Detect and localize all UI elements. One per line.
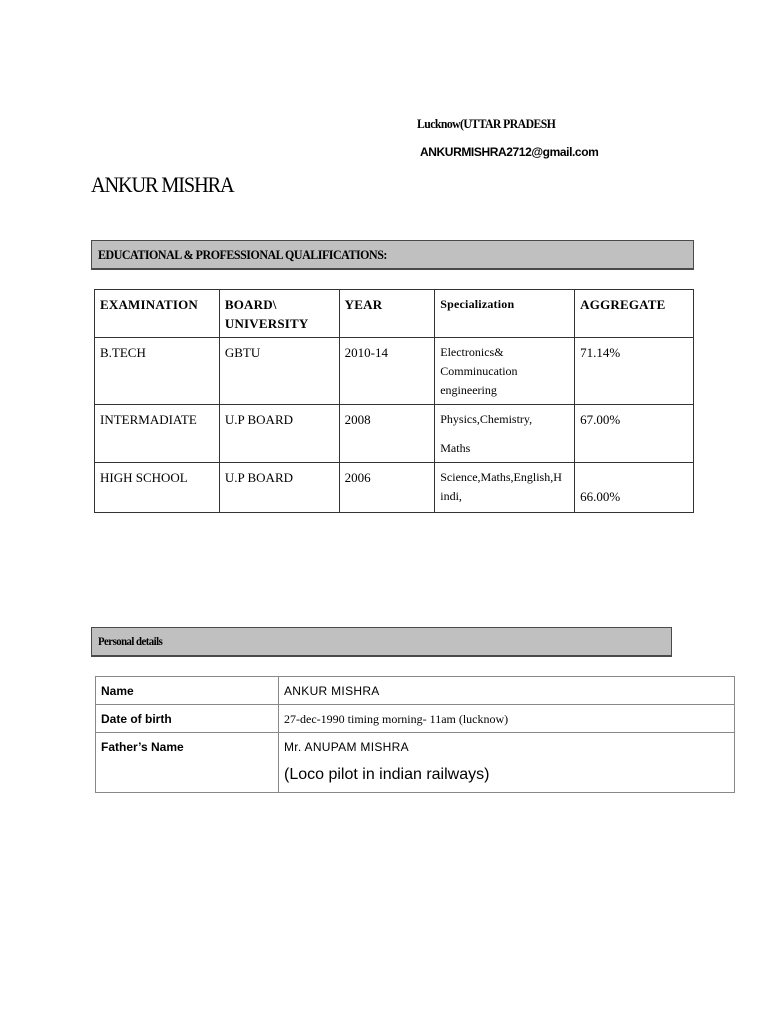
name-label: Name bbox=[96, 677, 279, 705]
personal-details-table bbox=[95, 676, 735, 793]
dob-value: 27-dec-1990 timing morning- 11am (lucknow) bbox=[279, 705, 735, 733]
cell-board: GBTU bbox=[219, 338, 339, 405]
email-text: ANKURMISHRA2712@gmail.com bbox=[420, 145, 599, 159]
col-header-aggregate: AGGREGATE bbox=[575, 290, 694, 338]
father-name-label: Father’s Name bbox=[96, 733, 279, 793]
table-row bbox=[96, 733, 735, 793]
education-table bbox=[94, 289, 694, 513]
spec-line: engineering bbox=[440, 383, 497, 397]
education-table-header-row bbox=[95, 290, 694, 338]
cell-specialization bbox=[435, 463, 575, 513]
education-section-header bbox=[91, 240, 694, 270]
cell-board: U.P BOARD bbox=[219, 463, 339, 513]
col-header-year: YEAR bbox=[339, 290, 435, 338]
cell-aggregate: 71.14% bbox=[575, 338, 694, 405]
father-name-value: Mr. ANUPAM MISHRA bbox=[284, 740, 409, 754]
name-value: ANKUR MISHRA bbox=[279, 677, 735, 705]
spec-line: Science,Maths,English,H bbox=[440, 470, 562, 484]
location-text: Lucknow(UTTAR PRADESH bbox=[417, 116, 556, 131]
col-header-board-line2: UNIVERSITY bbox=[224, 316, 309, 331]
cell-aggregate: 67.00% bbox=[575, 405, 694, 463]
spec-line: Physics,Chemistry, bbox=[440, 412, 533, 426]
cell-year: 2006 bbox=[339, 463, 435, 513]
candidate-name: ANKUR MISHRA bbox=[91, 172, 234, 197]
cell-specialization bbox=[435, 405, 575, 463]
cell-examination: INTERMADIATE bbox=[95, 405, 220, 463]
table-row bbox=[95, 463, 694, 513]
col-header-examination: EXAMINATION bbox=[95, 290, 220, 338]
col-header-specialization: Specialization bbox=[435, 290, 575, 338]
father-occupation: (Loco pilot in indian railways) bbox=[284, 766, 490, 783]
cell-examination: B.TECH bbox=[95, 338, 220, 405]
cell-board: U.P BOARD bbox=[219, 405, 339, 463]
table-row bbox=[95, 338, 694, 405]
cell-examination: HIGH SCHOOL bbox=[95, 463, 220, 513]
cell-year: 2008 bbox=[339, 405, 435, 463]
education-section-title: EDUCATIONAL & PROFESSIONAL QUALIFICATIONS: bbox=[98, 246, 387, 262]
col-header-board bbox=[219, 290, 339, 338]
col-header-board-line1: BOARD\ bbox=[224, 297, 277, 312]
spec-line: Maths bbox=[440, 441, 471, 455]
dob-label: Date of birth bbox=[96, 705, 279, 733]
cell-specialization bbox=[435, 338, 575, 405]
spec-line: Electronics& bbox=[440, 345, 504, 359]
table-row bbox=[96, 705, 735, 733]
personal-section-title: Personal details bbox=[98, 634, 163, 648]
cell-year: 2010-14 bbox=[339, 338, 435, 405]
personal-section-header bbox=[91, 627, 672, 657]
table-row bbox=[95, 405, 694, 463]
spec-line: indi, bbox=[440, 489, 462, 503]
spec-line: Comminucation bbox=[440, 364, 518, 378]
table-row bbox=[96, 677, 735, 705]
father-name-cell bbox=[279, 733, 735, 793]
cell-aggregate: 66.00% bbox=[575, 463, 694, 513]
